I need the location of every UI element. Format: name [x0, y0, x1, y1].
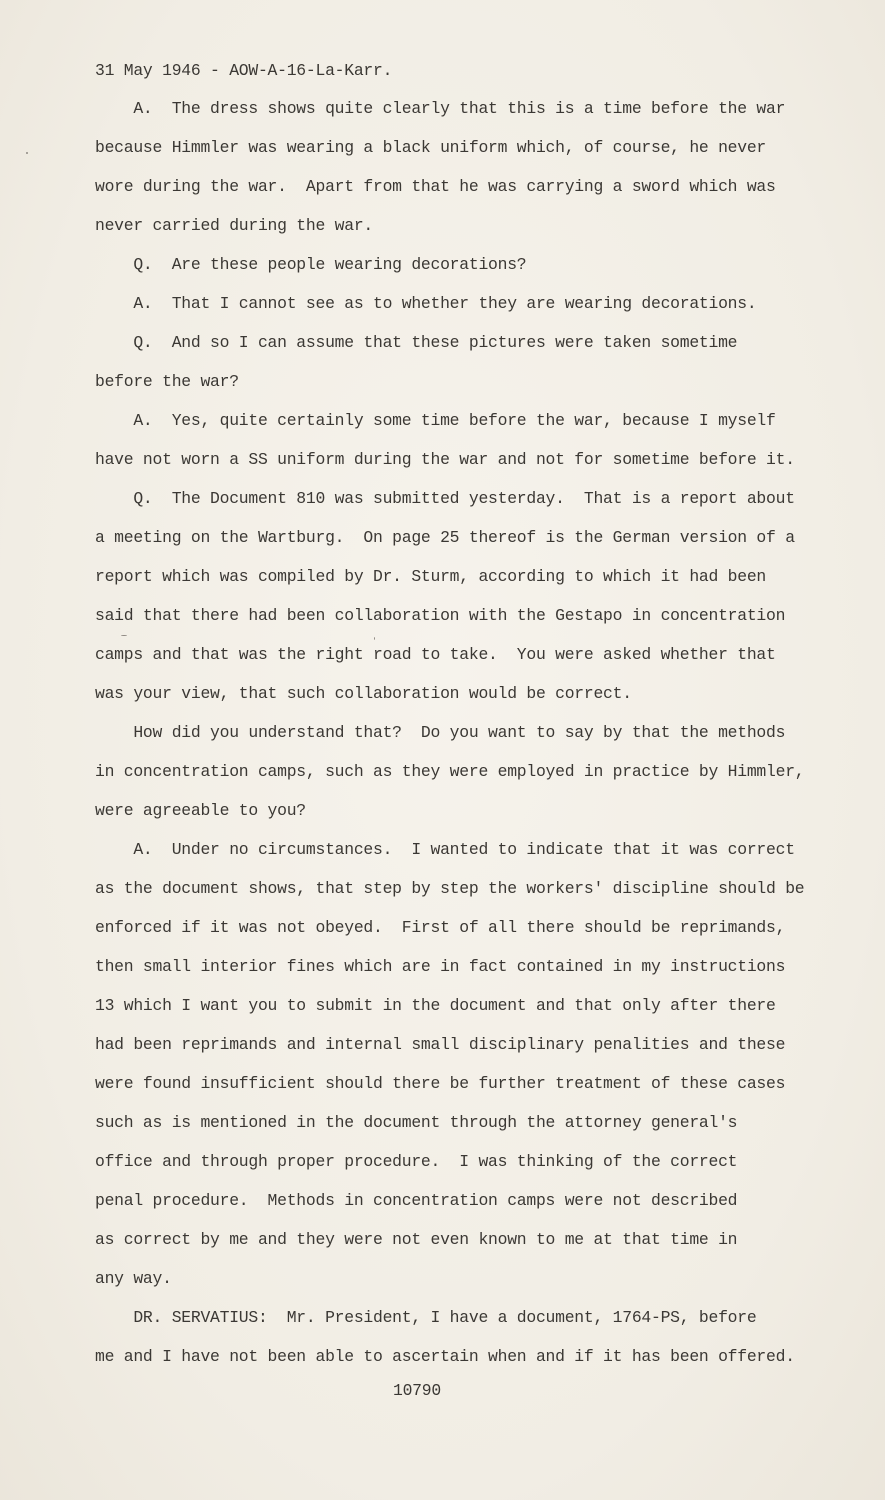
transcript-line-26: were found insufficient should there be further treatment of these cases [95, 1074, 786, 1093]
transcript-line-11: Q. The Document 810 was submitted yesterday. That is a report about [95, 489, 795, 508]
transcript-line-24: 13 which I want you to submit in the document and that only after there [95, 996, 776, 1015]
transcript-line-23: then small interior fines which are in fact contained in my instructions [95, 957, 786, 976]
transcript-line-18: in concentration camps, such as they were employed in practice by Himmler, [95, 762, 805, 781]
transcript-line-3: wore during the war. Apart from that he was carrying a sword which was [95, 177, 776, 196]
transcript-line-9: A. Yes, quite certainly some time before the war, because I myself [95, 411, 776, 430]
transcript-line-16: was your view, that such collaboration would be correct. [95, 684, 632, 703]
paper-speck [374, 637, 375, 640]
document-header: 31 May 1946 - AOW-A-16-La-Karr. [95, 61, 393, 80]
transcript-line-28: office and through proper procedure. I was thinking of the correct [95, 1152, 738, 1171]
paper-speck [121, 635, 127, 636]
transcript-line-10: have not worn a SS uniform during the war and not for sometime before it. [95, 450, 795, 469]
transcript-line-27: such as is mentioned in the document through the attorney general's [95, 1113, 738, 1132]
transcript-line-6: A. That I cannot see as to whether they are wearing decorations. [95, 294, 757, 313]
transcript-line-2: because Himmler was wearing a black uniform which, of course, he never [95, 138, 767, 157]
transcript-line-15: camps and that was the right road to take. You were asked whether that [95, 645, 776, 664]
transcript-line-17: How did you understand that? Do you want to say by that the methods [95, 723, 786, 742]
transcript-line-29: penal procedure. Methods in concentration camps were not described [95, 1191, 738, 1210]
transcript-line-8: before the war? [95, 372, 239, 391]
paper-speck [26, 152, 28, 154]
transcript-line-7: Q. And so I can assume that these pictures were taken sometime [95, 333, 738, 352]
transcript-line-12: a meeting on the Wartburg. On page 25 thereof is the German version of a [95, 528, 795, 547]
transcript-line-31: any way. [95, 1269, 172, 1288]
transcript-line-20: A. Under no circumstances. I wanted to indicate that it was correct [95, 840, 795, 859]
transcript-line-14: said that there had been collaboration with the Gestapo in concentration [95, 606, 786, 625]
page-number: 10790 [393, 1381, 441, 1400]
transcript-line-22: enforced if it was not obeyed. First of all there should be reprimands, [95, 918, 786, 937]
transcript-line-13: report which was compiled by Dr. Sturm, according to which it had been [95, 567, 767, 586]
transcript-line-32: DR. SERVATIUS: Mr. President, I have a document, 1764-PS, before [95, 1308, 757, 1327]
transcript-line-19: were agreeable to you? [95, 801, 306, 820]
transcript-line-5: Q. Are these people wearing decorations? [95, 255, 527, 274]
transcript-line-33: me and I have not been able to ascertain when and if it has been offered. [95, 1347, 795, 1366]
transcript-line-25: had been reprimands and internal small disciplinary penalities and these [95, 1035, 786, 1054]
transcript-line-1: A. The dress shows quite clearly that this is a time before the war [95, 99, 786, 118]
transcript-line-4: never carried during the war. [95, 216, 373, 235]
transcript-line-21: as the document shows, that step by step the workers' discipline should be [95, 879, 805, 898]
transcript-line-30: as correct by me and they were not even known to me at that time in [95, 1230, 738, 1249]
